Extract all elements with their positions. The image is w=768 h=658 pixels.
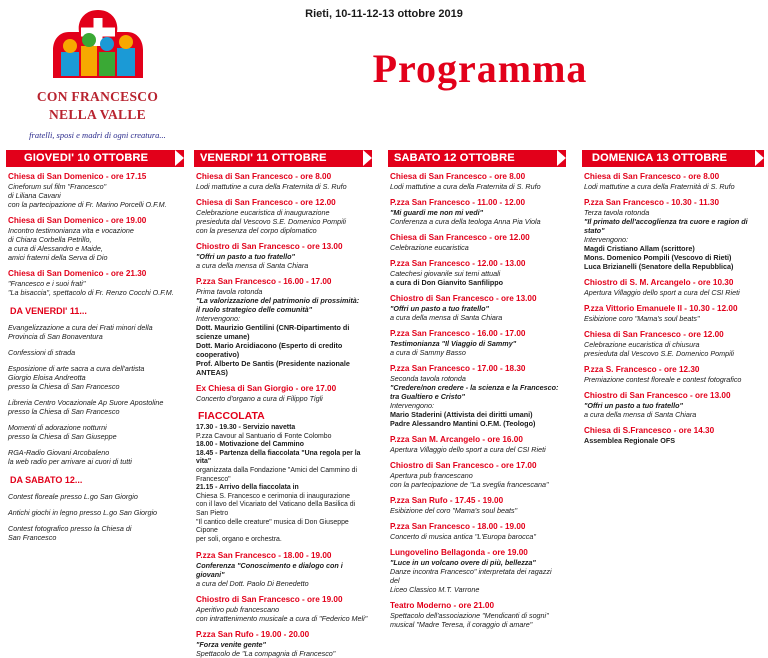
program-entry [582, 172, 764, 191]
program-entry [388, 461, 566, 489]
entry-line: Aperitivo pub francescano [196, 605, 280, 615]
entry-line: con la partecipazione di Fr. Marino Porcelli O.F.M. [8, 200, 167, 209]
entry-line: Celebrazione eucaristica di chiusura [584, 340, 700, 349]
entry-line: con il lavo del Vicariato del Vaticano della Basilica di San Pietro [196, 501, 356, 517]
program-entry [6, 364, 184, 391]
entry-title: P.zza San Francesco - 10.30 - 11.30 [584, 198, 720, 207]
entry-line: Apertura pub francescano [390, 471, 473, 480]
program-entry [6, 492, 184, 501]
program-entry [194, 384, 372, 403]
program-entry [388, 198, 566, 226]
entry-line: Conferenza a cura della teologa Anna Pia Viola [390, 217, 541, 226]
program-entry [582, 391, 764, 419]
entry-line: Cineforum sul film "Francesco" [8, 182, 107, 191]
entry-line: presso la Chiesa di San Francesco [8, 382, 120, 391]
entry-line: "La valorizzazione del patrimonio di prossimità: [196, 296, 360, 305]
entry-line: Conferenza "Conoscimento e dialogo con i giovani" [196, 561, 343, 580]
entry-line: Celebrazione eucaristica [390, 243, 469, 252]
entry-title: Teatro Moderno - ore 21.00 [390, 601, 495, 610]
day-header-label: SABATO 12 OTTOBRE [394, 152, 515, 164]
program-entry [6, 306, 184, 316]
entry-line: il ruolo strategico delle comunità" [196, 305, 313, 314]
entry-line: Lodi mattutine a cura della Fraternita di S. Rufo [196, 182, 347, 191]
entry-line: Chiesa S. Francesco e cerimonia di inaugurazione [196, 492, 350, 500]
entry-title: Chiostro di San Francesco - ore 13.00 [390, 294, 537, 303]
entry-line: presso la Chiesa di San Francesco [8, 407, 120, 416]
entry-line: Libreria Centro Vocazionale Ap Suore Apostoline [8, 398, 164, 407]
entry-line: Evangelizzazione a cura dei Frati minori della [8, 323, 153, 332]
entry-line: Momenti di adorazione notturni [8, 423, 107, 432]
program-entry [582, 198, 764, 271]
program-entry [388, 522, 566, 541]
entry-line: Danze incontra Francesco" interpretata dei ragazzi del [390, 567, 552, 585]
entry-line: Magdi Cristiano Allam (scrittore) [584, 244, 695, 253]
entry-line: "Il primato dell'accoglienza tra cuore e ragion di stato" [584, 217, 748, 235]
entry-line: Concerto di musica antica "L'Europa barocca" [390, 532, 536, 541]
entry-line: Mario Staderini (Attivista dei diritti umani) [390, 410, 533, 419]
entry-line: Spettacolo de "La compagnia di Francesco" [196, 649, 336, 658]
entry-title: Chiostro di San Francesco - ore 13.00 [196, 242, 343, 251]
entry-line: Apertura Villaggio dello sport a cura del CSI Rieti [390, 445, 546, 454]
entry-title: P.zza Vittorio Emanuele II - 10.30 - 12.00 [584, 304, 738, 313]
poster-header [0, 0, 768, 150]
entry-title: Chiostro di San Francesco - ore 17.00 [390, 461, 537, 470]
program-entry [194, 277, 372, 377]
entry-line: Giorgio Eloisa Andreotta [8, 373, 86, 382]
program-entry [388, 294, 566, 322]
entry-line: "Credere/non credere - la scienza e la Francesco: [390, 383, 559, 392]
entry-title: Chiostro di San Francesco - ore 13.00 [584, 391, 731, 400]
program-entry [6, 423, 184, 441]
entry-line: 17.30 - 19.30 - Servizio navetta [196, 424, 296, 431]
day-column-sunday [582, 150, 764, 543]
day-header-label: GIOVEDI' 10 OTTOBRE [24, 152, 149, 164]
entry-line: a cura della mensa di Santa Chiara [584, 410, 697, 419]
program-entry [388, 329, 566, 357]
entry-line: Dott. Mario Arcidiacono (Esperto di credito cooperativo) [196, 341, 343, 359]
entry-line: "Offri un pasto a tuo fratello" [584, 401, 683, 410]
entry-line: "Il cantico delle creature" musica di Don Giuseppe Cipone [196, 518, 349, 535]
entry-line: Spettacolo dell'associazione "Mendicanti di sogni" [390, 611, 549, 620]
program-entry [194, 198, 372, 235]
entry-title: Chiesa di San Domenico - ore 21.30 [8, 269, 147, 278]
entry-line: Concerto d'organo a cura di Filippo Tigli [196, 394, 323, 403]
entry-line: Incontro testimonianza vita e vocazione [8, 226, 134, 235]
entry-line: per soli, organo e orchestra. [196, 535, 282, 543]
program-entry [388, 233, 566, 252]
program-entry [582, 330, 764, 358]
entry-line: Intervengono: [584, 235, 628, 244]
entry-title: Chiostro di San Francesco - ore 19.00 [196, 595, 343, 605]
entry-title: Lungovelino Bellagonda - ore 19.00 [390, 548, 528, 557]
entry-line: Provincia di San Bonaventura [8, 332, 103, 341]
day-column-thursday [6, 150, 184, 543]
section-heading: FIACCOLATA [198, 410, 265, 422]
entry-title: Chiesa di San Francesco - ore 12.00 [584, 330, 724, 339]
day-header-label: VENERDI' 11 OTTOBRE [200, 152, 327, 164]
entry-title: Chiostro di S. M. Arcangelo - ore 10.30 [584, 278, 734, 287]
entry-line: San Francesco [8, 533, 57, 542]
entry-title: Chiesa di San Francesco - ore 8.00 [196, 172, 332, 181]
entry-line: Padre Alessandro Mantini O.F.M. (Teologo) [390, 419, 536, 428]
entry-line: Apertura Villaggio dello sport a cura del CSI Rieti [584, 288, 740, 297]
entry-line: la web radio per arrivare ai cuori di tutti [8, 457, 132, 466]
event-date: Rieti, 10-11-12-13 ottobre 2019 [305, 8, 463, 20]
program-entry [388, 496, 566, 515]
entry-title: P.zza San M. Arcangelo - ore 16.00 [390, 435, 523, 444]
logo [10, 6, 185, 140]
program-entry [194, 595, 372, 623]
entry-line: "Offri un pasto a tuo fratello" [196, 252, 295, 261]
entry-title: P.zza San Francesco - 16.00 - 17.00 [196, 277, 332, 286]
entry-line: Testimonianza "Il Viaggio di Sammy" [390, 339, 517, 348]
entry-line: Prof. Alberto De Santis (Presidente nazionale ANTEAS) [196, 359, 350, 377]
entry-line: a cura del Dott. Paolo Di Benedetto [196, 579, 309, 589]
entry-line: Esibizione coro "Mama's soul beats" [584, 314, 700, 323]
program-entry [194, 630, 372, 658]
entry-line: RGA-Radio Giovani Arcobaleno [8, 448, 110, 457]
entry-line: Dott. Maurizio Gentilini (CNR-Dipartimento di scienze umane) [196, 323, 350, 341]
entry-title: Chiesa di San Francesco - ore 8.00 [584, 172, 720, 181]
program-columns [0, 150, 768, 658]
entry-line: Intervengono: [196, 314, 240, 323]
entry-line: "Mi guardi me non mi vedi" [390, 208, 484, 217]
entry-title: P.zza San Francesco - 12.00 - 13.00 [390, 259, 526, 268]
entry-line: "Forza venite gente" [196, 640, 266, 650]
program-entry [6, 475, 184, 485]
program-entry [6, 269, 184, 297]
program-entry [6, 216, 184, 262]
program-entry [6, 448, 184, 466]
program-entry [582, 304, 764, 323]
entry-line: Lodi mattutine a cura della Fraternità di S. Rufo [584, 182, 735, 191]
program-entry [388, 259, 566, 287]
entry-line: Premiazione contest floreale e contest fotografico [584, 375, 742, 384]
entry-line: 18.45 - Partenza della fiaccolata "Una regola per la vita" [196, 449, 361, 466]
entry-title: P.zza San Francesco - 16.00 - 17.00 [390, 329, 526, 338]
entry-line: "Offri un pasto a tuo fratello" [390, 304, 489, 313]
entry-line: a cura della mensa di Santa Chiara [390, 313, 503, 322]
franciscan-cross-logo-icon [39, 6, 157, 86]
entry-line: tra Gualtiero e Cristo" [390, 392, 465, 401]
entry-line: Mons. Domenico Pompili (Vescovo di Rieti) [584, 253, 732, 262]
program-entry [6, 508, 184, 517]
entry-line: organizzata dalla Fondazione "Amici del Cammino di Francesco" [196, 466, 358, 483]
program-entry [582, 278, 764, 297]
entry-line: Esposizione di arte sacra a cura dell'artista [8, 364, 145, 373]
program-entry [6, 172, 184, 209]
day-header-banner [6, 150, 184, 167]
program-entry [194, 410, 372, 544]
logo-tagline: fratelli, sposi e madri di ogni creatura... [29, 130, 166, 140]
entry-title: P.zza S. Francesco - ore 12.30 [584, 365, 700, 374]
entry-line: Lodi mattutine a cura della Fraternita di S. Rufo [390, 182, 541, 191]
program-entry [582, 365, 764, 384]
program-entry [388, 435, 566, 454]
program-entry [6, 348, 184, 357]
program-entry [388, 172, 566, 191]
entry-title: Chiesa di S.Francesco - ore 14.30 [584, 426, 715, 435]
entry-line: con la partecipazione de "La sveglia francescana" [390, 480, 549, 489]
entry-title: Chiesa di San Francesco - ore 12.00 [196, 198, 336, 207]
entry-line: con intrattenimento musicale a cura di "Federico Meli" [196, 614, 368, 624]
entry-title: P.zza San Rufo - 19.00 - 20.00 [196, 630, 310, 640]
entry-line: a cura di Don Gianvito Sanfilippo [390, 278, 504, 287]
program-entry [194, 242, 372, 270]
entry-line: Antichi giochi in legno presso L.go San Giorgio [8, 508, 158, 517]
entry-line: "La bisaccia", spettacolo di Fr. Renzo Cocchi O.F.M. [8, 288, 174, 297]
day-header-banner [582, 150, 764, 167]
entry-line: Confessioni di strada [8, 348, 76, 357]
program-entry [6, 398, 184, 416]
entry-line: Contest floreale presso L.go San Giorgio [8, 492, 138, 501]
program-entry [388, 601, 566, 629]
day-header-banner [194, 150, 372, 167]
program-entry [194, 551, 372, 588]
day-header-label: DOMENICA 13 OTTOBRE [592, 152, 728, 164]
program-entry [582, 426, 764, 445]
day-header-banner [388, 150, 566, 167]
entry-line: presieduta dal Vescovo S.E. Domenico Pompili [584, 349, 734, 358]
entry-line: Esibizione del coro "Mama's soul beats" [390, 506, 518, 515]
entry-title: P.zza San Francesco - 18.00 - 19.00 [390, 522, 526, 531]
entry-line: Celebrazione eucaristica di inaugurazione [196, 208, 330, 217]
entry-line: Seconda tavola rotonda [390, 374, 466, 383]
entry-line: presso la Chiesa di San Giuseppe [8, 432, 117, 441]
entry-title: P.zza San Francesco - 11.00 - 12.00 [390, 198, 526, 207]
section-heading: DA VENERDI' 11... [10, 306, 87, 316]
entry-line: Contest fotografico presso la Chiesa di [8, 524, 132, 533]
entry-line: presieduta dal Vescovo S.E. Domenico Pompili [196, 217, 346, 226]
entry-line: a cura della mensa di Santa Chiara [196, 261, 309, 270]
entry-line: Luca Brizianelli (Senatore della Repubblica) [584, 262, 734, 271]
entry-line: con la presenza del corpo diplomatico [196, 226, 317, 235]
entry-title: Chiesa di San Francesco - ore 8.00 [390, 172, 526, 181]
entry-line: Liceo Classico M.T. Varrone [390, 585, 480, 594]
day-column-friday [194, 150, 372, 658]
entry-line: 18.00 - Motivazione del Cammino [196, 441, 304, 449]
entry-line: P.zza Cavour al Santuario di Fonte Colombo [196, 432, 332, 440]
program-entry [388, 364, 566, 428]
section-heading: DA SABATO 12... [10, 475, 83, 485]
entry-title: P.zza San Francesco - 17.00 - 18.30 [390, 364, 526, 373]
entry-line: a cura di Alessandro e Maide, [8, 244, 103, 253]
entry-line: Catechesi giovanile sui temi attuali [390, 269, 501, 278]
entry-line: musical "Madre Teresa, il coraggio di amare" [390, 620, 533, 629]
program-entry [6, 524, 184, 542]
entry-line: Assemblea Regionale OFS [584, 436, 676, 445]
program-entry [194, 172, 372, 191]
entry-line: Intervengono: [390, 401, 434, 410]
entry-title: Chiesa di San Domenico - ore 19.00 [8, 216, 147, 225]
entry-line: Prima tavola rotonda [196, 287, 263, 296]
entry-line: "Francesco e i suoi frati" [8, 279, 86, 288]
entry-line: Terza tavola rotonda [584, 208, 650, 217]
entry-line: 21.15 - Arrivo della fiaccolata in [196, 484, 299, 492]
entry-line: a cura di Sammy Basso [390, 348, 466, 357]
entry-line: di Chiara Corbella Petrillo, [8, 235, 92, 244]
entry-line: "Luce in un volcano overe di più, bellezza" [390, 558, 536, 567]
entry-title: P.zza San Rufo - 17.45 - 19.00 [390, 496, 504, 505]
entry-title: Ex Chiesa di San Giorgio - ore 17.00 [196, 384, 337, 393]
program-entry [6, 323, 184, 341]
logo-title-line1: CON FRANCESCO [36, 89, 159, 104]
page-title: Programma [372, 46, 588, 91]
logo-title-line2: NELLA VALLE [49, 107, 146, 122]
entry-title: P.zza San Francesco - 18.00 - 19.00 [196, 551, 332, 561]
program-entry [388, 548, 566, 594]
entry-title: Chiesa di San Francesco - ore 12.00 [390, 233, 530, 242]
entry-line: di Liliana Cavani [8, 191, 61, 200]
entry-title: Chiesa di San Domenico - ore 17.15 [8, 172, 147, 181]
entry-line: amici fraterni della Serva di Dio [8, 253, 108, 262]
day-column-saturday [388, 150, 566, 629]
